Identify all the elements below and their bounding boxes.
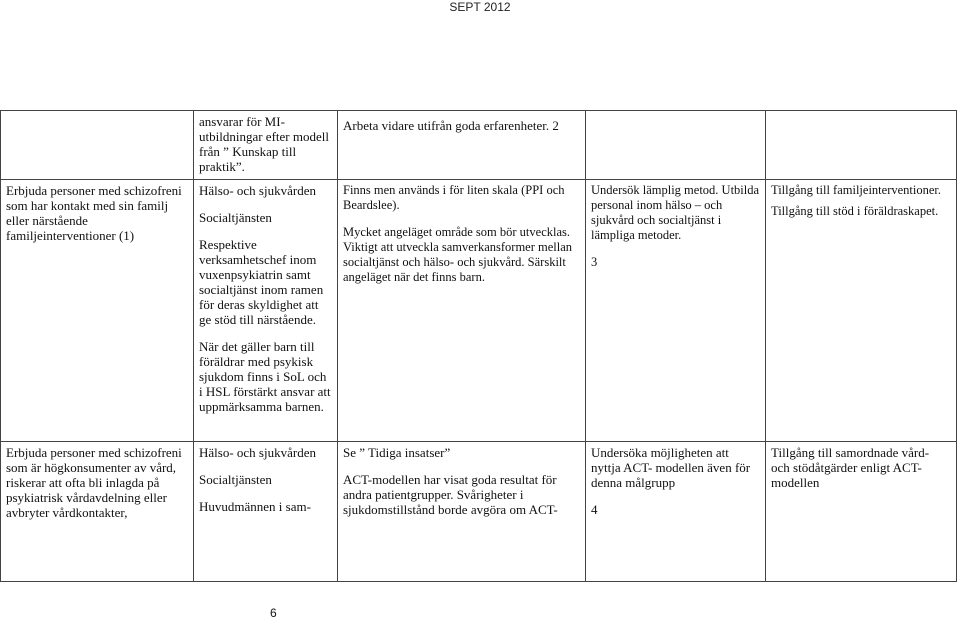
- responsibility-cell: [194, 111, 338, 180]
- responsibility-cell: [194, 180, 338, 442]
- cell-text: Erbjuda personer med schizofreni som är högkonsumenter av vård, riskerar att ofta bli inlagda på psykiatrisk vårdavdelning eller avbryter vårdkontakter,: [6, 445, 182, 520]
- measure-cell: [586, 180, 766, 442]
- cell-text: Hälso- och sjukvården: [199, 445, 316, 460]
- action-plan-table: [0, 110, 957, 582]
- assessment-cell: [338, 180, 586, 442]
- cell-text: Socialtjänsten: [199, 210, 272, 225]
- cell-text: Arbeta vidare utifrån goda erfarenheter. 2: [343, 118, 559, 133]
- outcome-cell: [766, 180, 957, 442]
- assessment-cell: [338, 111, 586, 180]
- cell-text: Mycket angeläget område som bör utvecklas. Viktigt att utveckla samverkansformer mellan socialtjänst och hälso- och sjukvård. Särskilt angeläget när det finns barn.: [343, 225, 573, 284]
- responsibility-cell: [194, 442, 338, 582]
- cell-text: Tillgång till stöd i föräldraskapet.: [771, 204, 939, 218]
- cell-text: Hälso- och sjukvården: [199, 183, 316, 198]
- cell-text: Erbjuda personer med schizofreni som har kontakt med sin familj eller närstående familjeinterventioner (1): [6, 183, 182, 243]
- page-number: 6: [270, 606, 277, 620]
- cell-text: Undersök lämplig metod. Utbilda personal inom hälso – och sjukvård och socialtjänst i lämpliga metoder.: [591, 183, 760, 242]
- cell-text: När det gäller barn till föräldrar med psykisk sjukdom finns i SoL och i HSL förstärkt ansvar att uppmärksamma barnen.: [199, 339, 331, 414]
- cell-text: Se ” Tidiga insatser”: [343, 445, 451, 460]
- outcome-cell: [766, 111, 957, 180]
- page-header: SEPT 2012: [449, 0, 511, 14]
- table-row: [1, 111, 957, 180]
- goal-cell: [1, 442, 194, 582]
- cell-text: Huvudmännen i sam-: [199, 499, 311, 514]
- assessment-cell: [338, 442, 586, 582]
- goal-cell: [1, 180, 194, 442]
- table-row: [1, 180, 957, 442]
- measure-cell: [586, 111, 766, 180]
- cell-text: 3: [591, 255, 598, 269]
- measure-cell: [586, 442, 766, 582]
- cell-text: Tillgång till samordnade vård- och stödåtgärder enligt ACT-modellen: [771, 445, 930, 490]
- cell-text: Tillgång till familjeinterventioner.: [771, 183, 942, 197]
- goal-cell: [1, 111, 194, 180]
- cell-text: Finns men används i för liten skala (PPI och Beardslee).: [343, 183, 565, 212]
- cell-text: ACT-modellen har visat goda resultat för andra patientgrupper. Svårigheter i sjukdomstillstånd borde avgöra om ACT-: [343, 472, 558, 517]
- cell-text: Socialtjänsten: [199, 472, 272, 487]
- cell-text: Respektive verksamhetschef inom vuxenpsykiatrin samt socialtjänst inom ramen för deras skyldighet att ge stöd till närstående.: [199, 237, 324, 327]
- cell-text: ansvarar för MI-utbildningar efter modell från ” Kunskap till praktik”.: [199, 114, 329, 174]
- cell-text: Undersöka möjligheten att nyttja ACT- modellen även för denna målgrupp: [591, 445, 751, 490]
- table-row: [1, 442, 957, 582]
- outcome-cell: [766, 442, 957, 582]
- cell-text: 4: [591, 502, 598, 517]
